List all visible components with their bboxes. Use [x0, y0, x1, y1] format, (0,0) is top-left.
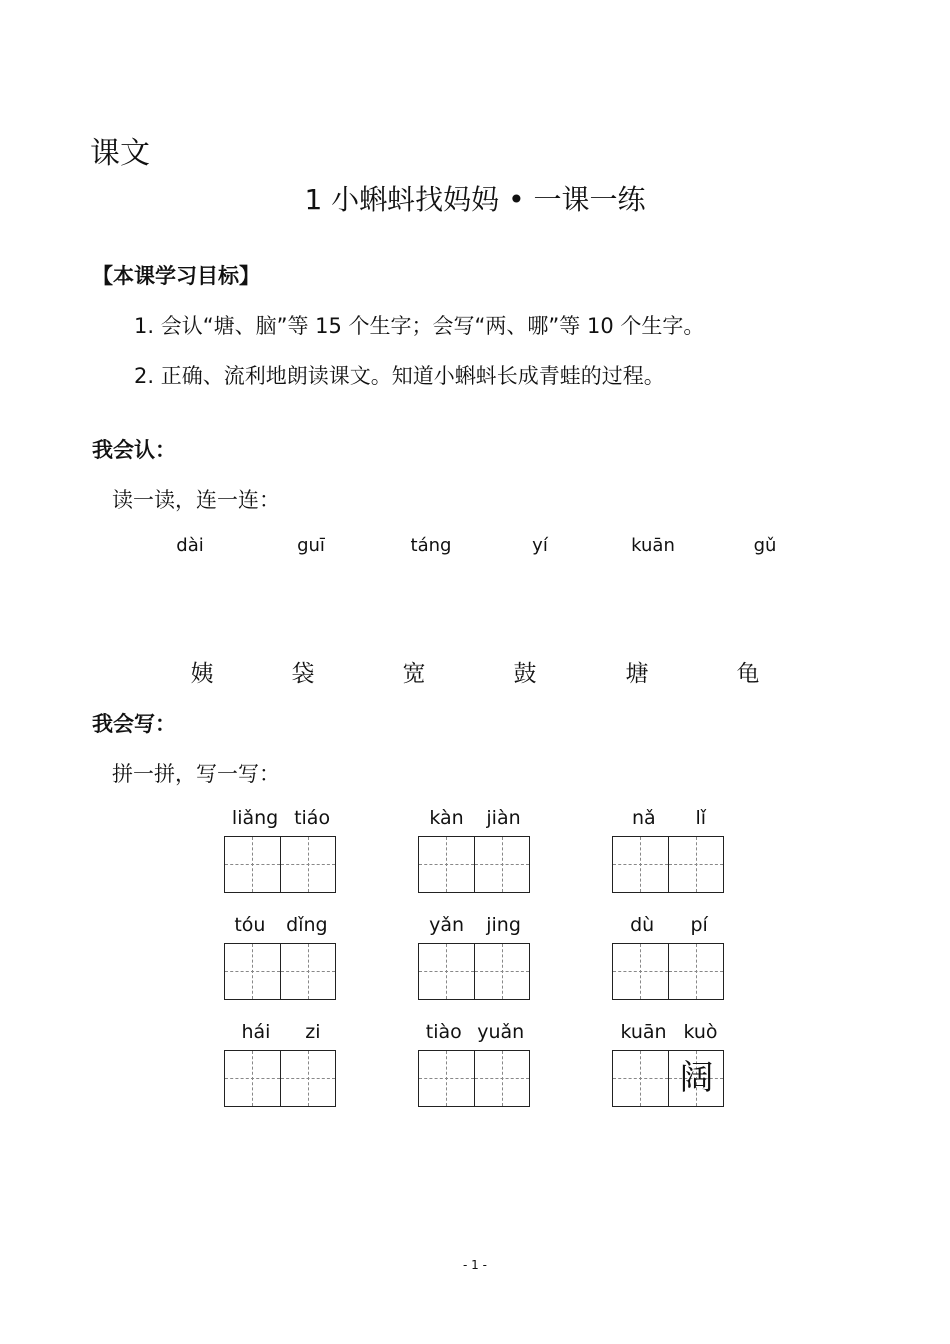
word-practice: [224, 804, 338, 893]
given-character: [225, 944, 280, 999]
pinyin-item[interactable]: táng: [410, 535, 452, 556]
recognize-instruction: 读一读，连一连：: [112, 488, 280, 512]
given-character: [281, 837, 336, 892]
writing-cell[interactable]: [668, 837, 723, 892]
given-character: [613, 1051, 668, 1106]
page-title: 1 小蝌蚪找妈妈 • 一课一练: [304, 183, 646, 216]
word-practice: [224, 1018, 338, 1107]
given-character: [419, 837, 474, 892]
writing-cell[interactable]: [225, 944, 280, 999]
given-character: [281, 1051, 336, 1106]
writing-grid: [418, 836, 530, 893]
given-character: [225, 1051, 280, 1106]
pinyin-syllable: kàn: [429, 807, 464, 829]
write-instruction: 拼一拼，写一写：: [112, 762, 280, 786]
writing-cell[interactable]: [474, 837, 529, 892]
character-item[interactable]: 宽: [402, 661, 426, 687]
given-character: [613, 944, 668, 999]
writing-cell[interactable]: [419, 837, 474, 892]
character-item[interactable]: 龟: [736, 661, 760, 687]
writing-grid: [418, 1050, 530, 1107]
given-character: [475, 1051, 530, 1106]
goals-heading: 【本课学习目标】: [92, 264, 260, 288]
given-character: [419, 1051, 474, 1106]
writing-cell[interactable]: [668, 1051, 723, 1106]
pinyin-syllable: pí: [690, 914, 708, 936]
pinyin-syllable: lǐ: [695, 807, 707, 829]
given-character: [419, 944, 474, 999]
given-character: [475, 837, 530, 892]
pinyin-syllable: kuān: [620, 1021, 667, 1043]
pinyin-syllable: tóu: [234, 914, 266, 936]
character-item[interactable]: 塘: [625, 661, 649, 687]
character-item[interactable]: 鼓: [513, 661, 537, 687]
writing-cell[interactable]: [225, 837, 280, 892]
word-practice: [612, 804, 726, 893]
writing-grid: [224, 836, 336, 893]
goal-item-1: 1. 会认“塘、脑”等 15 个生字；会写“两、哪”等 10 个生字。: [134, 314, 705, 338]
writing-grid: [224, 943, 336, 1000]
writing-cell[interactable]: [474, 944, 529, 999]
pinyin-syllable: tiáo: [294, 807, 331, 829]
section-category: 课文: [90, 136, 150, 171]
writing-cell[interactable]: [225, 1051, 280, 1106]
word-practice: [224, 911, 338, 1000]
pinyin-item[interactable]: gǔ: [753, 535, 777, 556]
word-practice: [418, 1018, 532, 1107]
writing-grid: [612, 1050, 724, 1107]
writing-cell[interactable]: [419, 944, 474, 999]
given-character: [669, 837, 724, 892]
given-character: [669, 944, 724, 999]
given-character: [475, 944, 530, 999]
pinyin-syllable: nǎ: [631, 807, 656, 829]
given-character: [613, 837, 668, 892]
writing-cell[interactable]: [280, 1051, 335, 1106]
pinyin-item[interactable]: yí: [532, 535, 548, 556]
word-practice: [612, 1018, 726, 1107]
pinyin-syllable: dǐng: [286, 914, 328, 936]
writing-cell[interactable]: [474, 1051, 529, 1106]
word-practice: [418, 804, 532, 893]
character-item[interactable]: 姨: [190, 661, 214, 687]
pinyin-item[interactable]: guī: [297, 535, 325, 556]
pinyin-syllable: yǎn: [429, 914, 465, 936]
page-number: - 1 -: [463, 1258, 487, 1272]
given-character: 阔: [679, 1058, 714, 1098]
writing-grid: [612, 943, 724, 1000]
writing-grid: [224, 1050, 336, 1107]
writing-cell[interactable]: [613, 837, 668, 892]
pinyin-item[interactable]: dài: [176, 535, 204, 556]
writing-grid: [612, 836, 724, 893]
word-practice: [418, 911, 532, 1000]
given-character: [225, 837, 280, 892]
goal-item-2: 2. 正确、流利地朗读课文。知道小蝌蚪长成青蛙的过程。: [134, 364, 665, 388]
writing-cell[interactable]: [419, 1051, 474, 1106]
pinyin-item[interactable]: kuān: [631, 535, 675, 556]
pinyin-syllable: tiào: [425, 1021, 462, 1043]
writing-grid: [418, 943, 530, 1000]
writing-cell[interactable]: [613, 944, 668, 999]
word-practice: [612, 911, 726, 1000]
pinyin-syllable: jing: [486, 914, 521, 936]
write-heading: 我会写：: [92, 712, 176, 736]
pinyin-syllable: liǎng: [231, 807, 279, 829]
pinyin-syllable: kuò: [683, 1021, 718, 1043]
pinyin-syllable: hái: [241, 1021, 271, 1043]
pinyin-syllable: dù: [630, 914, 655, 936]
writing-cell[interactable]: [280, 837, 335, 892]
pinyin-syllable: yuǎn: [477, 1021, 525, 1043]
writing-cell[interactable]: [280, 944, 335, 999]
pinyin-syllable: jiàn: [486, 807, 521, 829]
writing-cell[interactable]: [668, 944, 723, 999]
character-item[interactable]: 袋: [291, 661, 315, 687]
writing-cell[interactable]: [613, 1051, 668, 1106]
recognize-heading: 我会认：: [92, 438, 176, 462]
given-character: [281, 944, 336, 999]
pinyin-syllable: zi: [305, 1021, 321, 1043]
